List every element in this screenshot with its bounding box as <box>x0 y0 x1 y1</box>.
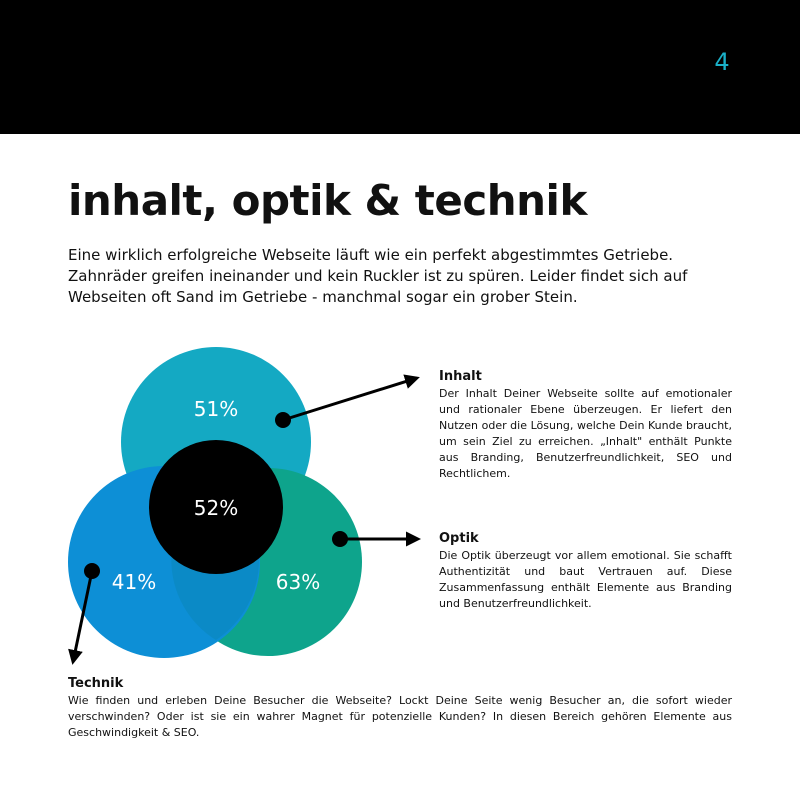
intro-paragraph: Eine wirklich erfolgreiche Webseite läuft wie ein perfekt abgestimmtes Getriebe. Zahnräder greifen ineinander und kein Ruckler ist zu spüren. Leider findet sich auf Webseiten oft Sand im Getriebe - manchmal sogar ein grober Stein. <box>68 246 688 306</box>
pointer-dot-technik <box>84 563 100 579</box>
pointer-dot-optik <box>332 531 348 547</box>
inhalt-title: Inhalt <box>439 369 482 384</box>
technik-title: Technik <box>68 676 124 691</box>
label-technik-value: 41% <box>111 570 157 594</box>
page-title: inhalt, optik & technik <box>68 176 587 225</box>
technik-text: Wie finden und erleben Deine Besucher die Webseite? Lockt Deine Seite wenig Besucher an, die sofort wieder verschwinden? Oder ist sie ein wahrer Magnet für potenzielle Kunden? In diesen Bereich gehören Elemente aus Geschwindigkeit & SEO. <box>68 694 732 739</box>
label-optik-value: 63% <box>275 570 321 594</box>
venn-diagram <box>0 340 440 680</box>
optik-block <box>439 531 732 612</box>
pointer-dot-inhalt <box>275 412 291 428</box>
page-number: 4 <box>714 48 730 76</box>
inhalt-block <box>439 369 732 482</box>
pointer-inhalt <box>283 378 417 420</box>
technik-block <box>68 676 732 741</box>
label-inhalt-value: 51% <box>193 397 239 421</box>
inhalt-text: Der Inhalt Deiner Webseite sollte auf emotionaler und rationaler Ebene überzeugen. Er liefert den Nutzen oder die Lösung, welche Dein Kunde braucht, um sein Ziel zu erreichen. „Inhalt" enthält Punkte aus Branding, Benutzerfreundlichkeit, SEO und Rechtlichem. <box>439 387 732 480</box>
optik-title: Optik <box>439 531 479 546</box>
label-center-value: 52% <box>193 496 239 520</box>
optik-text: Die Optik überzeugt vor allem emotional. Sie schafft Authentizität und baut Vertrauen auf. Diese Zusammenfassung enthält Elemente aus Branding und Benutzerfreundlichkeit. <box>439 549 732 610</box>
header-bar <box>0 0 800 134</box>
